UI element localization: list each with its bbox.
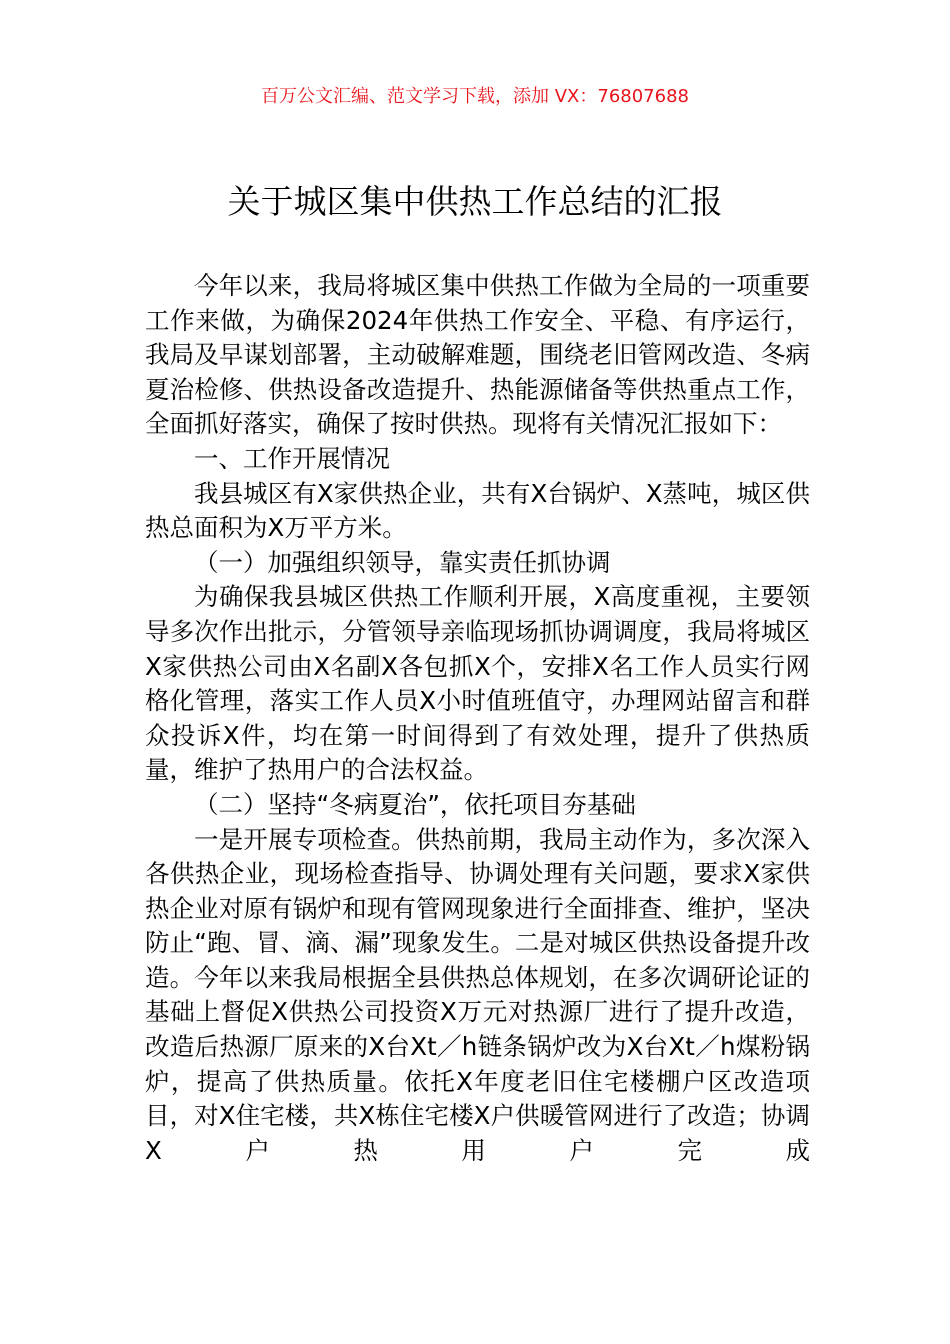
overview-paragraph: 我县城区有X家供热企业，共有X台锅炉、X蒸吨，城区供热总面积为X万平方米。 <box>145 478 810 543</box>
subsection-heading-1: （一）加强组织领导，靠实责任抓协调 <box>194 547 611 577</box>
subsection-heading-2: （二）坚持“冬病夏治”，依托项目夯基础 <box>194 789 636 819</box>
intro-paragraph: 今年以来，我局将城区集中供热工作做为全局的一项重要工作来做，为确保2024年供热工作安全、平稳、有序运行，我局及早谋划部署，主动破解难题，围绕老旧管网改造、冬病夏治检修、供热设备改造提升、热能源储备等供热重点工作，全面抓好落实，确保了按时供热。现将有关情况汇报如下： <box>145 271 810 439</box>
document-body <box>145 269 810 1168</box>
document-title: 关于城区集中供热工作总结的汇报 <box>227 182 723 221</box>
inspection-paragraph: 一是开展专项检查。供热前期，我局主动作为，多次深入各供热企业，现场检查指导、协调处理有关问题，要求X家供热企业对原有锅炉和现有管网现象进行全面排查、维护，坚决防止“跑、冒、滴、漏”现象发生。二是对城区供热设备提升改造。今年以来我局根据全县供热总体规划，在多次调研论证的基础上督促X供热公司投资X万元对热源厂进行了提升改造，改造后热源厂原来的X台Xt／h链条锅炉改为X台Xt／h煤粉锅炉，提高了供热质量。依托X年度老旧住宅楼棚户区改造项目，对X住宅楼，共X栋住宅楼X户供暖管网进行了改造；协调X户热用户完成 <box>145 824 810 1165</box>
section-heading-1: 一、工作开展情况 <box>194 443 390 473</box>
header-watermark: 百万公文汇编、范文学习下载，添加 VX：76807688 <box>261 86 689 107</box>
organization-paragraph: 为确保我县城区供热工作顺利开展，X高度重视，主要领导多次作出批示，分管领导亲临现场抓协调调度，我局将城区X家供热公司由X名副X各包抓X个，安排X名工作人员实行网格化管理，落实工作人员X小时值班值守，办理网站留言和群众投诉X件，均在第一时间得到了有效处理，提升了供热质量，维护了热用户的合法权益。 <box>145 582 810 785</box>
